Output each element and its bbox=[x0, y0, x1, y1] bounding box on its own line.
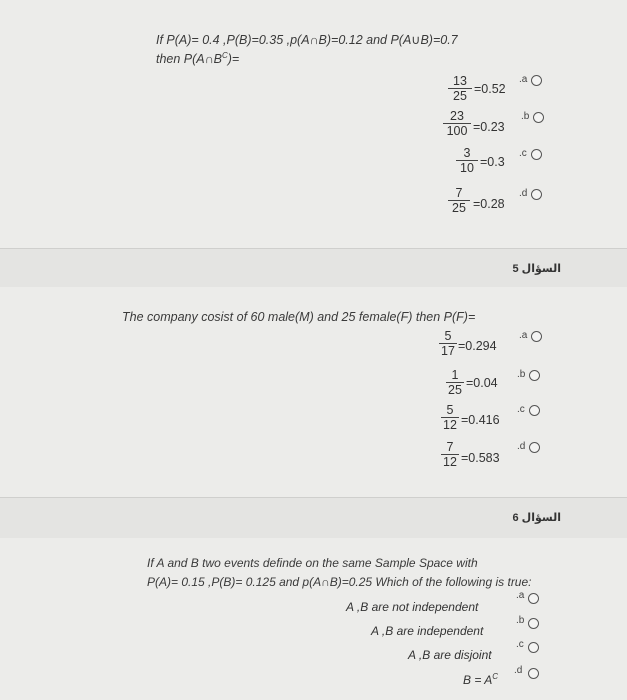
radio-button[interactable] bbox=[528, 668, 539, 679]
question-4-text-line2: then $P(A\cap B^C)=$ bbox=[156, 51, 240, 67]
radio-button[interactable] bbox=[531, 331, 542, 342]
option-letter: .d bbox=[514, 665, 523, 676]
question-4-panel bbox=[0, 0, 627, 248]
option-value: =0.04 bbox=[466, 376, 498, 390]
option-value: =0.23 bbox=[473, 120, 505, 134]
option-value: =0.294 bbox=[458, 339, 497, 353]
option-statement: $B = A^C$ bbox=[463, 672, 499, 687]
option-letter: .c bbox=[517, 404, 525, 415]
option-fraction: 5 12 bbox=[441, 403, 459, 432]
option-fraction: 5 17 bbox=[439, 329, 457, 358]
radio-button[interactable] bbox=[529, 405, 540, 416]
option-letter: .c bbox=[516, 639, 524, 650]
option-letter: .b bbox=[516, 615, 525, 626]
question-number: السؤال 5 bbox=[512, 263, 561, 275]
question-6-panel bbox=[0, 538, 627, 700]
option-letter: .a bbox=[519, 330, 528, 341]
radio-button[interactable] bbox=[528, 593, 539, 604]
radio-button[interactable] bbox=[529, 370, 540, 381]
radio-button[interactable] bbox=[531, 189, 542, 200]
option-letter: .b bbox=[517, 369, 526, 380]
question-5-panel bbox=[0, 287, 627, 497]
option-letter: .a bbox=[519, 74, 528, 85]
question-number: السؤال 6 bbox=[512, 512, 561, 524]
option-letter: .c bbox=[519, 148, 527, 159]
option-fraction: 23 100 bbox=[443, 109, 471, 138]
option-statement: A ,B are independent bbox=[371, 624, 484, 638]
option-fraction: 13 25 bbox=[448, 74, 472, 103]
radio-button[interactable] bbox=[531, 75, 542, 86]
option-fraction: 7 12 bbox=[441, 440, 459, 469]
radio-button[interactable] bbox=[529, 442, 540, 453]
option-statement: A ,B are not independent bbox=[346, 600, 479, 614]
option-value: =0.52 bbox=[474, 82, 506, 96]
option-value: =0.416 bbox=[461, 413, 500, 427]
option-value: =0.3 bbox=[480, 155, 505, 169]
question-4-text-line1: If P(A)= 0.4 ,P(B)=0.35 ,p(A∩B)=0.12 and P(A∪B)=0.7 bbox=[156, 33, 458, 47]
radio-button[interactable] bbox=[528, 642, 539, 653]
option-letter: .d bbox=[519, 188, 528, 199]
radio-button[interactable] bbox=[531, 149, 542, 160]
option-letter: .d bbox=[517, 441, 526, 452]
question-6-text-line2: P(A)= 0.15 ,P(B)= 0.125 and p(A∩B)=0.25 Which of the following is true: bbox=[147, 575, 532, 589]
option-fraction: 7 25 bbox=[448, 186, 470, 215]
option-value: =0.28 bbox=[473, 197, 505, 211]
option-letter: .b bbox=[521, 111, 530, 122]
radio-button[interactable] bbox=[533, 112, 544, 123]
radio-button[interactable] bbox=[528, 618, 539, 629]
option-letter: .a bbox=[516, 590, 525, 601]
question-6-text-line1: If A and B two events definde on the same Sample Space with bbox=[147, 556, 478, 570]
option-statement: A ,B are disjoint bbox=[408, 648, 492, 662]
question-5-text: The company cosist of 60 male(M) and 25 female(F) then P(F)= bbox=[122, 310, 476, 324]
option-fraction: 3 10 bbox=[456, 146, 478, 175]
option-value: =0.583 bbox=[461, 451, 500, 465]
question-5-header bbox=[0, 248, 627, 288]
question-6-header bbox=[0, 497, 627, 539]
option-fraction: 1 25 bbox=[446, 368, 464, 397]
